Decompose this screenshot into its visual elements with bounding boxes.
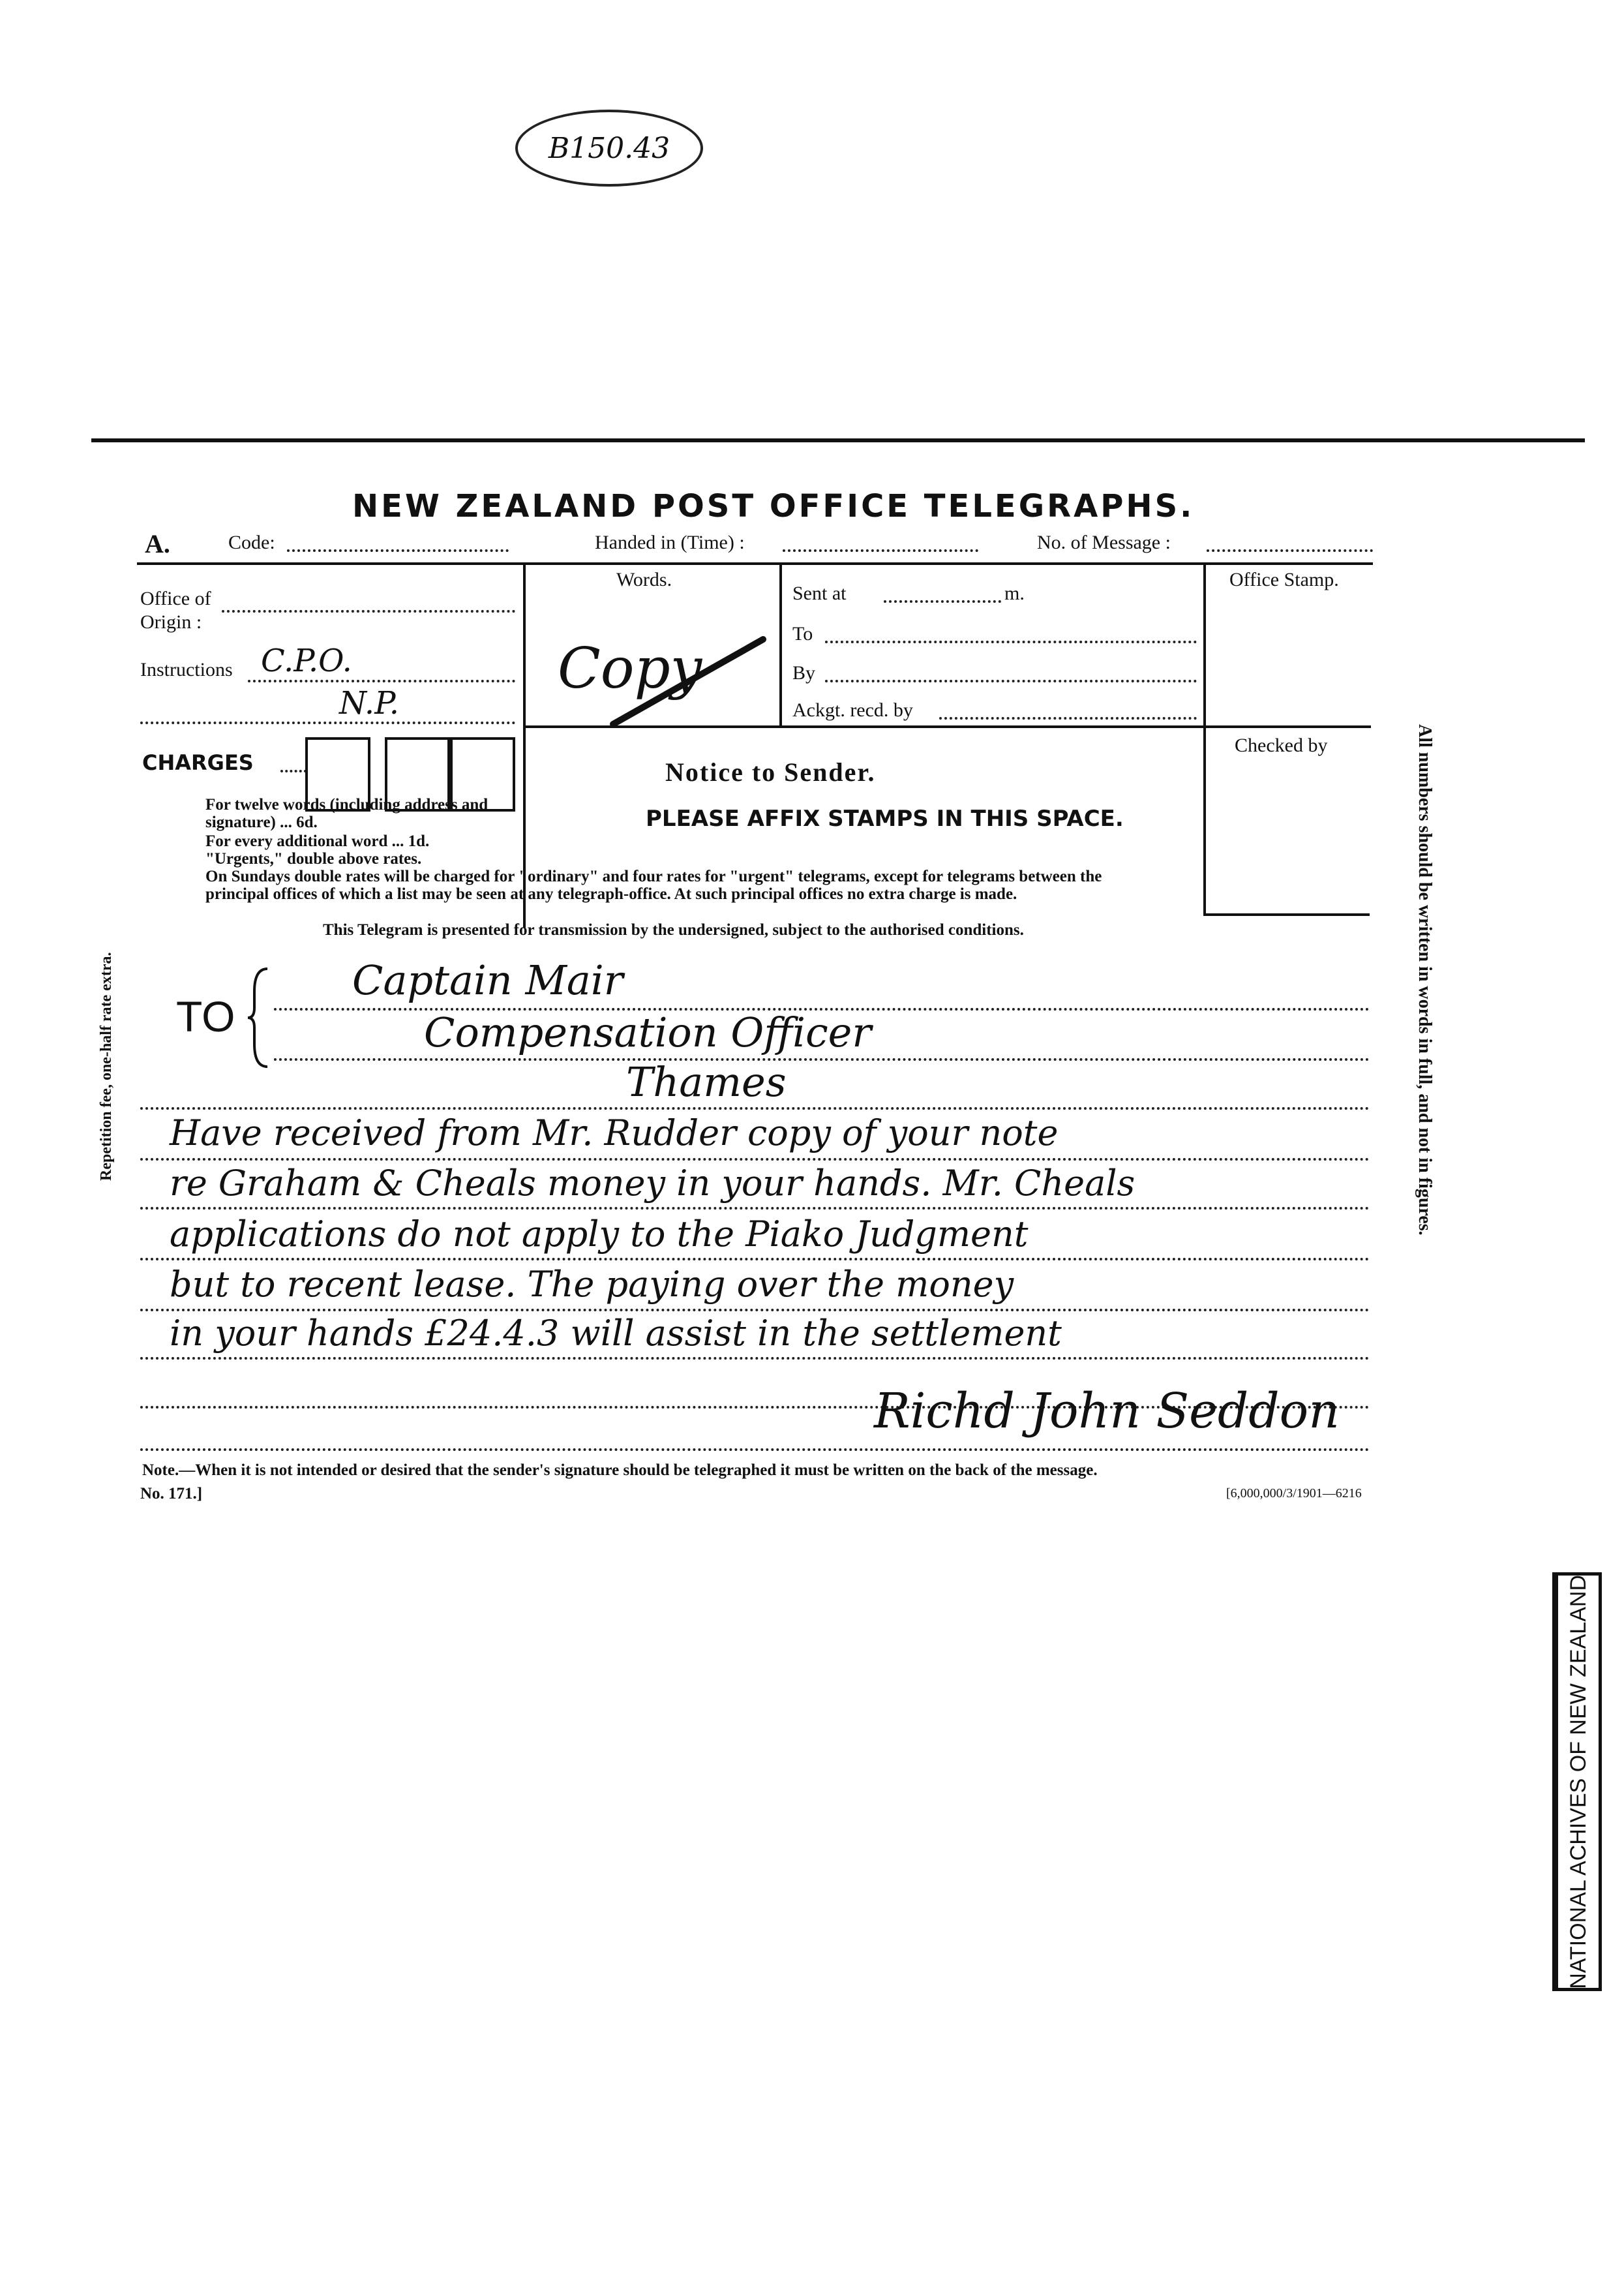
header-rule xyxy=(137,562,1373,565)
ackgt-field[interactable] xyxy=(939,717,1197,720)
office-of-origin-label: Office of Origin : xyxy=(140,588,211,633)
message-rule-2[interactable] xyxy=(140,1207,1370,1210)
message-line-1: Have received from Mr. Rudder copy of your note xyxy=(170,1112,1059,1153)
bottom-note: Note.—When it is not intended or desired that the sender's signature should be telegraphed it must be written on the back of the message. xyxy=(142,1461,1098,1479)
affix-stamps-text: PLEASE AFFIX STAMPS IN THIS SPACE. xyxy=(646,806,1124,832)
message-rule-3[interactable] xyxy=(140,1258,1370,1260)
archive-stamp-text: NATIONAL ACHIVES OF NEW ZEALAND xyxy=(1565,1574,1591,1989)
form-title: NEW ZEALAND POST OFFICE TELEGRAPHS. xyxy=(352,488,1195,525)
message-line-3: applications do not apply to the Piako Judgment xyxy=(170,1213,1029,1255)
code-label: Code: xyxy=(228,532,275,553)
to-field-label: To xyxy=(792,623,813,645)
instructions-field-1[interactable] xyxy=(248,680,515,682)
charges-label: CHARGES xyxy=(142,750,254,775)
message-number-label: No. of Message : xyxy=(1037,532,1171,553)
words-value: Copy xyxy=(558,636,702,701)
checked-by-rule xyxy=(1203,913,1370,916)
instructions-value-1: C.P.O. xyxy=(261,643,352,679)
words-label: Words. xyxy=(616,569,672,590)
sent-at-field[interactable] xyxy=(884,600,1001,603)
by-field[interactable] xyxy=(825,680,1197,682)
reference-mark xyxy=(515,110,703,187)
signature-rule[interactable] xyxy=(140,1448,1370,1451)
address-brace xyxy=(248,966,274,1070)
notice-to-sender-title: Notice to Sender. xyxy=(665,757,876,787)
to-field[interactable] xyxy=(825,641,1197,643)
address-field-3[interactable] xyxy=(140,1107,1370,1110)
addressee-line-2: Compensation Officer xyxy=(424,1009,871,1056)
message-rule-4[interactable] xyxy=(140,1309,1370,1311)
side-note-right: All numbers should be written in words in full, and not in figures. xyxy=(1415,724,1435,1236)
address-field-2[interactable] xyxy=(274,1058,1370,1061)
office-stamp-label: Office Stamp. xyxy=(1229,569,1339,590)
archive-stamp xyxy=(1552,1572,1602,1991)
sunday-note: On Sundays double rates will be charged for "ordinary" and four rates for "urgent" telegrams, except for telegrams between the principal offices of which a list may be seen at any telegraph-office. At such principal offices no extra charge is made. xyxy=(205,868,1102,903)
form-number: No. 171.] xyxy=(140,1485,203,1502)
sent-at-suffix: m. xyxy=(1004,583,1025,604)
message-line-5: in your hands £24.4.3 will assist in the settlement xyxy=(170,1313,1062,1354)
checked-by-label: Checked by xyxy=(1235,735,1328,756)
code-field[interactable] xyxy=(287,549,509,552)
addressee-line-3: Thames xyxy=(626,1058,787,1106)
ackgt-label: Ackgt. recd. by xyxy=(792,699,913,721)
words-strike-stroke xyxy=(607,633,776,731)
instructions-value-2: N.P. xyxy=(339,685,400,722)
by-label: By xyxy=(792,662,816,684)
grid-divider-3 xyxy=(1203,562,1206,915)
side-note-left: Repetition fee, one-half rate extra. xyxy=(98,952,115,1181)
message-line-2: re Graham & Cheals money in your hands. Mr. Cheals xyxy=(170,1163,1135,1204)
charges-rate-1: For twelve words (including address and signature) ... 6d. xyxy=(205,796,489,831)
instructions-field-2[interactable] xyxy=(140,722,515,724)
reference-mark-text: B150.43 xyxy=(548,131,670,165)
message-line-4: but to recent lease. The paying over the money xyxy=(170,1264,1014,1305)
form-top-edge xyxy=(91,438,1585,442)
print-reference: [6,000,000/3/1901—6216 xyxy=(1226,1486,1362,1501)
message-rule-5[interactable] xyxy=(140,1357,1370,1360)
message-rule-1[interactable] xyxy=(140,1158,1370,1161)
grid-divider-2 xyxy=(779,562,782,727)
office-of-origin-field[interactable] xyxy=(222,610,515,613)
handed-in-field[interactable] xyxy=(783,549,978,552)
instructions-label: Instructions xyxy=(140,659,233,680)
charges-rate-2: For every additional word ... 1d. xyxy=(205,832,430,850)
to-prefix: TO xyxy=(176,992,235,1041)
handed-in-label: Handed in (Time) : xyxy=(595,532,745,553)
addressee-line-1: Captain Mair xyxy=(352,956,624,1004)
sender-signature: Richd John Seddon xyxy=(874,1383,1340,1439)
charges-leader xyxy=(280,770,307,772)
presented-note: This Telegram is presented for transmission by the undersigned, subject to the authorised conditions. xyxy=(323,921,1024,939)
sent-at-label: Sent at xyxy=(792,583,847,604)
message-number-field[interactable] xyxy=(1207,549,1373,552)
series-letter: A. xyxy=(145,529,170,558)
charges-rate-3: "Urgents," double above rates. xyxy=(205,850,422,868)
